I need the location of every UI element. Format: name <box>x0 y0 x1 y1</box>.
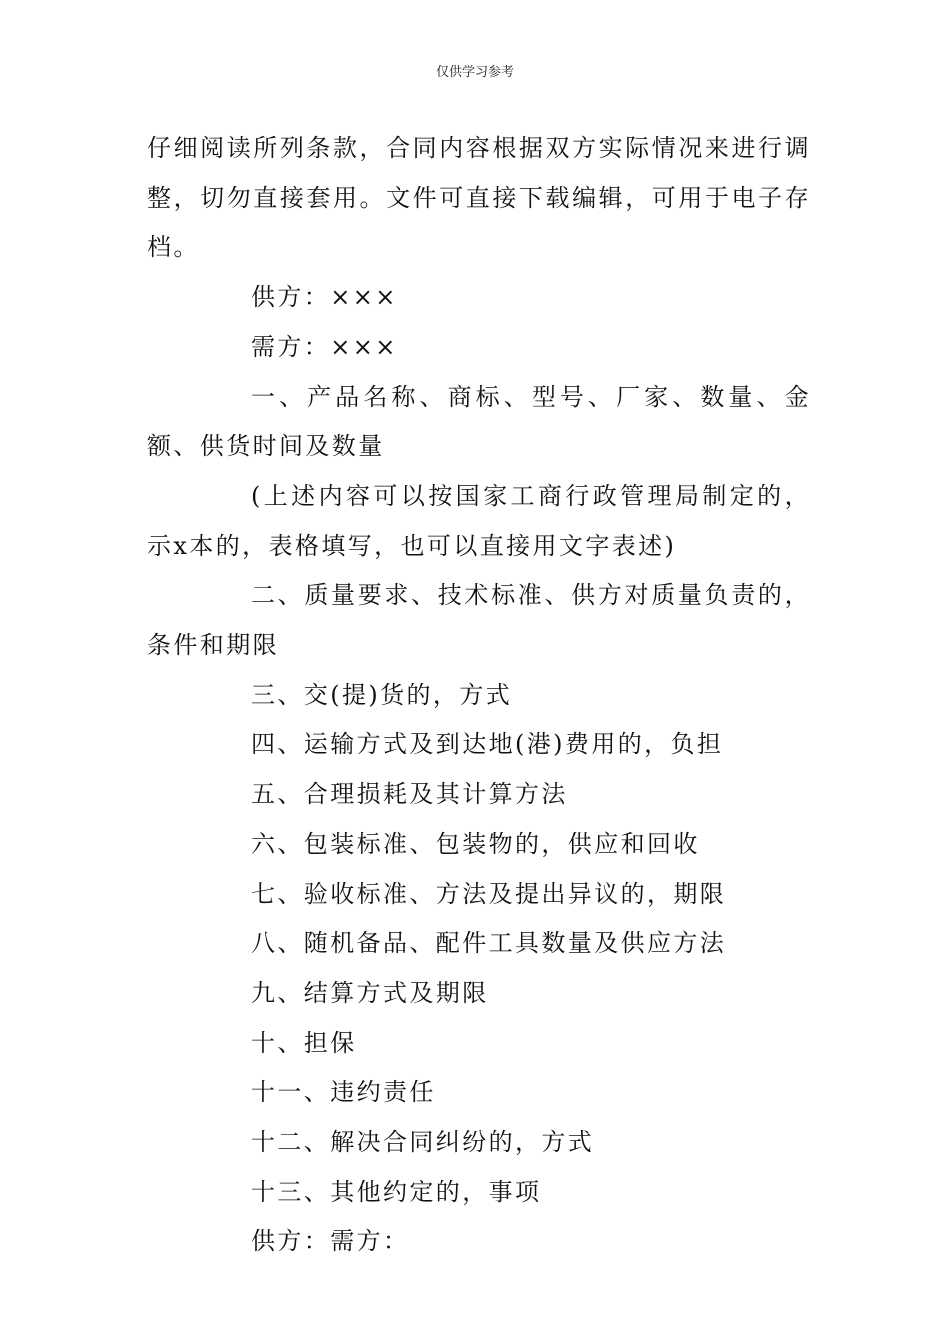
supplier-line: 供方：××× <box>251 283 398 312</box>
clause-4: 四、运输方式及到达地(港)费用的，负担 <box>251 730 724 759</box>
clause-8: 八、随机备品、配件工具数量及供应方法 <box>251 929 727 958</box>
signature-line: 供方：需方： <box>251 1227 410 1256</box>
clause-6: 六、包装标准、包装物的，供应和回收 <box>251 829 700 858</box>
clause-7: 七、验收标准、方法及提出异议的，期限 <box>251 879 727 908</box>
clause-2: 二、质量要求、技术标准、供方对质量负责的，条件和期限 <box>147 581 811 660</box>
intro-paragraph: 仔细阅读所列条款，合同内容根据双方实际情况来进行调整，切勿直接套用。文件可直接下载编辑，可用于电子存档。 <box>147 134 811 262</box>
clause-5: 五、合理损耗及其计算方法 <box>251 780 568 809</box>
clause-1: 一、产品名称、商标、型号、厂家、数量、金额、供货时间及数量 <box>147 382 811 461</box>
clause-10: 十、担保 <box>251 1028 357 1057</box>
clause-3: 三、交(提)货的，方式 <box>251 680 513 709</box>
clause-11: 十一、违约责任 <box>251 1078 436 1107</box>
clause-12: 十二、解决合同纠纷的，方式 <box>251 1128 595 1157</box>
page-header: 仅供学习参考 <box>435 65 514 80</box>
document-body <box>147 124 811 1267</box>
clause-1-note: (上述内容可以按国家工商行政管理局制定的，示x本的，表格填写，也可以直接用文字表述) <box>147 481 811 560</box>
clause-9: 九、结算方式及期限 <box>251 978 489 1007</box>
buyer-line: 需方：××× <box>251 332 398 361</box>
clause-13: 十三、其他约定的，事项 <box>251 1177 542 1206</box>
